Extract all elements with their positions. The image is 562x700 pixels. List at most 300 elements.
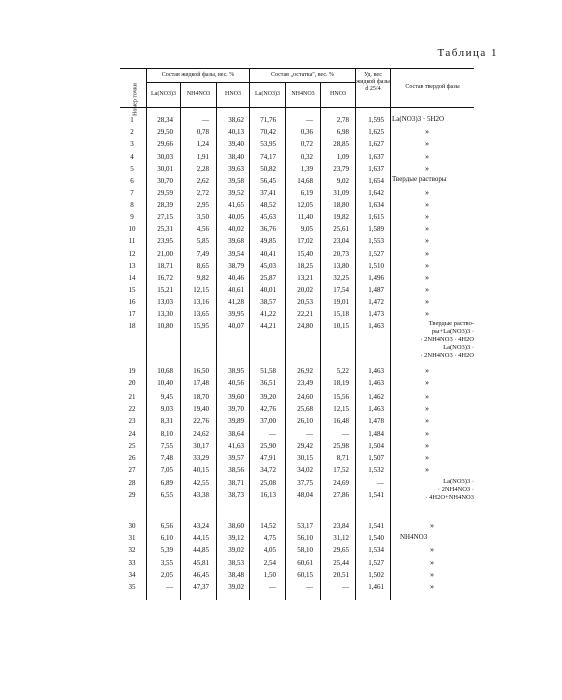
header-liquid-phase: Состав жидкой фазы, вес. % [161,72,235,78]
table-cell: 40,56 [228,379,244,387]
col-rule [146,68,147,600]
table-cell: 38,53 [228,559,244,567]
table-cell: 2,62 [196,177,209,185]
row-number: 16 [128,298,136,306]
row-number: 20 [128,379,136,387]
table-cell: 2,54 [263,559,276,567]
table-cell: 14,68 [297,177,313,185]
table-cell: 1,09 [336,153,349,161]
table-cell: 7,49 [196,250,209,258]
row-number: 35 [128,583,136,591]
table-cell: 1,595 [368,116,384,124]
table-cell: 1,91 [196,153,209,161]
table-cell: 1,541 [368,522,384,530]
ditto-mark: » [425,404,429,413]
table-cell: 31,12 [333,534,349,542]
table-cell: 1,507 [368,454,384,462]
ditto-mark: » [425,236,429,245]
table-cell: 30,17 [193,442,209,450]
table-cell: 20,02 [297,286,313,294]
table-cell: 1,504 [368,442,384,450]
table-cell: 9,05 [300,225,313,233]
row-number: 1 [130,116,134,124]
table-cell: 39,58 [228,177,244,185]
table-cell: 1,463 [368,322,384,330]
table-cell: 4,75 [263,534,276,542]
table-cell: 37,75 [297,479,313,487]
table-cell: 18,25 [297,262,313,270]
header-row-number: Номер точки [132,83,139,116]
row-number: 2 [130,128,134,136]
solid-phase-28 [392,478,474,502]
table-cell: 1,527 [368,250,384,258]
table-cell: 39,40 [228,140,244,148]
table-cell: 39,54 [228,250,244,258]
table-cell: 2,78 [336,116,349,124]
ditto-mark: » [430,521,434,530]
table-cell: 1,553 [368,237,384,245]
table-cell: 1,461 [368,583,384,591]
table-cell: 8,31 [160,417,173,425]
row-number: 17 [128,310,136,318]
table-cell: 17,52 [333,466,349,474]
table-cell: 1,462 [368,393,384,401]
ditto-mark: » [430,558,434,567]
header-mid-rule [146,82,355,83]
solid-phase-18-line: · 2NH4NO3 · 4H2O [420,352,474,359]
solid-phase-18-line: ры+La(NO3)3 · [431,328,474,335]
table-cell: 17,48 [193,379,209,387]
table-cell: 4,05 [263,546,276,554]
table-cell: 13,21 [297,274,313,282]
table-cell: 19,82 [333,213,349,221]
table-cell: 29,50 [157,128,173,136]
table-cell: 39,95 [228,310,244,318]
table-cell: 41,63 [228,442,244,450]
table-cell: 1,463 [368,405,384,413]
header-col-nh4-residue: NH4NO3 [291,91,315,97]
table-cell: 25,31 [157,225,173,233]
table-cell: 39,52 [228,189,244,197]
header-residue: Состав „остатка", вес. % [270,72,334,78]
header-density: Уд. вес жидкой фазы d 25/4 [356,72,390,92]
ditto-mark: » [425,392,429,401]
table-cell: 56,10 [297,534,313,542]
col-rule [390,68,391,600]
table-cell: 2,72 [196,189,209,197]
table-cell: 42,55 [193,479,209,487]
table-cell: 17,54 [333,286,349,294]
row-number: 7 [130,189,134,197]
table-cell: 1,627 [368,140,384,148]
table-cell: 40,01 [260,286,276,294]
table-cell: 7,55 [160,442,173,450]
table-cell: 36,51 [260,379,276,387]
row-number: 32 [128,546,136,554]
table-cell: 13,30 [157,310,173,318]
table-cell: 45,03 [260,262,276,270]
table-cell: 19,01 [333,298,349,306]
table-cell: 31,09 [333,189,349,197]
table-cell: 16,48 [333,417,349,425]
table-cell: 43,38 [193,491,209,499]
table-cell: 1,473 [368,310,384,318]
table-cell: 25,87 [260,274,276,282]
table-cell: — [342,583,349,591]
table-cell: 10,15 [333,322,349,330]
table-cell: 47,91 [260,454,276,462]
table-cell: 40,41 [260,250,276,258]
table-cell: 13,03 [157,298,173,306]
table-cell: 42,76 [260,405,276,413]
table-cell: 39,63 [228,165,244,173]
table-cell: 18,70 [193,393,209,401]
table-cell: 40,61 [228,286,244,294]
table-cell: 12,15 [333,405,349,413]
table-cell: 8,71 [336,454,349,462]
table-cell: 3,55 [160,559,173,567]
table-cell: 27,86 [333,491,349,499]
table-cell: 9,03 [160,405,173,413]
table-cell: 21,00 [157,250,173,258]
table-cell: 24,62 [193,430,209,438]
table-cell: 23,95 [157,237,173,245]
table-cell: 39,68 [228,237,244,245]
solid-phase-18 [392,320,474,360]
ditto-mark: » [430,570,434,579]
row-number: 5 [130,165,134,173]
row-number: 9 [130,213,134,221]
ditto-mark: » [430,582,434,591]
table-cell: 1,589 [368,225,384,233]
table-cell: 22,21 [297,310,313,318]
solid-phase-18-line: La(NO3)3 · [443,344,474,351]
row-number: 4 [130,153,134,161]
table-cell: — [202,116,209,124]
ditto-mark: » [425,309,429,318]
table-cell: 25,08 [260,479,276,487]
table-cell: 27,15 [157,213,173,221]
table-cell: 37,00 [260,417,276,425]
table-cell: 5,22 [336,367,349,375]
table-cell: 0,36 [300,128,313,136]
table-cell: 1,50 [263,571,276,579]
table-cell: 53,17 [297,522,313,530]
table-cell: — [377,479,384,487]
table-cell: 30,01 [157,165,173,173]
table-cell: 6,98 [336,128,349,136]
row-number: 15 [128,286,136,294]
table-cell: 1,487 [368,286,384,294]
table-cell: 23,84 [333,522,349,530]
table-cell: 11,40 [297,213,313,221]
ditto-mark: » [425,465,429,474]
table-cell: 47,37 [193,583,209,591]
table-cell: 38,57 [260,298,276,306]
ditto-mark: » [425,224,429,233]
table-cell: 15,40 [297,250,313,258]
table-cell: 39,60 [228,393,244,401]
ditto-mark: » [425,453,429,462]
table-cell: 10,80 [157,322,173,330]
header-col-la-liquid: La(NO3)3 [151,91,176,97]
table-cell: 19,40 [193,405,209,413]
table-cell: 39,57 [228,454,244,462]
table-cell: 71,76 [260,116,276,124]
table-cell: 39,70 [228,405,244,413]
table-cell: 40,15 [193,466,209,474]
table-cell: 15,56 [333,393,349,401]
table-cell: 26,10 [297,417,313,425]
table-cell: 6,10 [160,534,173,542]
table-caption: Таблица 1 [437,47,498,59]
table-cell: 38,71 [228,479,244,487]
solid-phase-28-line: · 2NH4NO3 · [437,486,474,493]
table-cell: 12,15 [193,286,209,294]
table-cell: 46,45 [193,571,209,579]
row-number: 10 [128,225,136,233]
ditto-mark: » [425,416,429,425]
row-number: 3 [130,140,134,148]
table-cell: 25,90 [260,442,276,450]
table-cell: 39,02 [228,546,244,554]
table-cell: 1,502 [368,571,384,579]
table-cell: 51,58 [260,367,276,375]
row-number: 6 [130,177,134,185]
table-cell: 25,98 [333,442,349,450]
table-cell: 13,16 [193,298,209,306]
table-cell: 13,80 [333,262,349,270]
row-number: 28 [128,479,136,487]
table-cell: 41,22 [260,310,276,318]
table-cell: 18,80 [333,201,349,209]
table-cell: 1,478 [368,417,384,425]
table-cell: 23,04 [333,237,349,245]
row-number: 34 [128,571,136,579]
table-cell: 29,42 [297,442,313,450]
table-cell: 22,76 [193,417,209,425]
ditto-mark: » [425,261,429,270]
table-cell: 5,85 [196,237,209,245]
table-cell: 1,541 [368,491,384,499]
table-cell: 6,19 [300,189,313,197]
table-cell: 3,50 [196,213,209,221]
solid-phase-6: Твердые растворы [392,175,447,183]
row-number: 31 [128,534,136,542]
table-cell: 38,79 [228,262,244,270]
table-cell: 16,72 [157,274,173,282]
solid-phase-31: NH4NO3 [400,533,428,541]
row-number: 25 [128,442,136,450]
table-cell: 39,02 [228,583,244,591]
table-cell: 2,95 [196,201,209,209]
table-cell: 49,85 [260,237,276,245]
table-cell: 15,95 [193,322,209,330]
table-cell: 24,80 [297,322,313,330]
table-cell: 38,64 [228,430,244,438]
table-cell: — [269,430,276,438]
header-solid-phase: Состав твердой фазы [405,84,460,90]
table-cell: 74,17 [260,153,276,161]
table-cell: 43,24 [193,522,209,530]
table-cell: 38,60 [228,522,244,530]
table-cell: 34,72 [260,466,276,474]
row-number: 11 [128,237,136,245]
table-cell: 33,29 [193,454,209,462]
table-cell: 1,534 [368,546,384,554]
table-cell: 40,07 [228,322,244,330]
table-cell: 38,40 [228,153,244,161]
table-cell: 6,56 [160,522,173,530]
table-cell: 20,73 [333,250,349,258]
header-col-la-residue: La(NO3)3 [255,91,280,97]
table-cell: 1,484 [368,430,384,438]
table-cell: 30,03 [157,153,173,161]
table-cell: 1,532 [368,466,384,474]
row-number: 33 [128,559,136,567]
table-cell: 45,63 [260,213,276,221]
solid-phase-28-line: La(NO3)3 · [443,478,474,485]
table-cell: 44,85 [193,546,209,554]
table-cell: 1,24 [196,140,209,148]
table-cell: — [306,583,313,591]
table-cell: 25,68 [297,405,313,413]
ditto-mark: » [425,188,429,197]
table-cell: 29,65 [333,546,349,554]
table-cell: 9,45 [160,393,173,401]
ditto-mark: » [430,545,434,554]
table-cell: 29,59 [157,189,173,197]
table-cell: 40,46 [228,274,244,282]
solid-phase-28-line: · 4H2O+NH4NO3 [425,494,474,501]
table-cell: — [269,583,276,591]
table-cell: 24,69 [333,479,349,487]
table-cell: 12,05 [297,201,313,209]
table-cell: 1,637 [368,153,384,161]
table-cell: 40,05 [228,213,244,221]
table-cell: 7,05 [160,466,173,474]
table-cell: 0,32 [300,153,313,161]
ditto-mark: » [425,164,429,173]
row-number: 30 [128,522,136,530]
table-cell: 1,615 [368,213,384,221]
table-cell: 44,15 [193,534,209,542]
table-cell: 1,637 [368,165,384,173]
solid-phase-18-line: · 2NH4NO3 · 4H2O [420,336,474,343]
table-cell: 8,10 [160,430,173,438]
table-cell: 32,25 [333,274,349,282]
table-cell: 53,95 [260,140,276,148]
table-cell: 45,81 [193,559,209,567]
table-cell: 60,15 [297,571,313,579]
table-cell: 0,72 [300,140,313,148]
table-cell: 38,73 [228,491,244,499]
table-cell: — [306,116,313,124]
table-cell: 23,79 [333,165,349,173]
row-number: 26 [128,454,136,462]
row-number: 21 [128,393,136,401]
header-bottom-rule [120,107,474,108]
table-cell: 70,42 [260,128,276,136]
row-number: 27 [128,466,136,474]
table-cell: 38,48 [228,571,244,579]
table-cell: 30,15 [297,454,313,462]
table-cell: 18,71 [157,262,173,270]
table-cell: 39,20 [260,393,276,401]
table-cell: 38,62 [228,116,244,124]
table-cell: 30,70 [157,177,173,185]
ditto-mark: » [425,429,429,438]
table-cell: 6,89 [160,479,173,487]
table-cell: 1,527 [368,559,384,567]
table-cell: 9,82 [196,274,209,282]
table-cell: 1,496 [368,274,384,282]
table-cell: 1,472 [368,298,384,306]
table-cell: 10,68 [157,367,173,375]
table-cell: 2,28 [196,165,209,173]
table-cell: 2,05 [160,571,173,579]
table-cell: 16,50 [193,367,209,375]
ditto-mark: » [425,139,429,148]
table-cell: 16,13 [260,491,276,499]
table-cell: 1,510 [368,262,384,270]
row-number: 19 [128,367,136,375]
table-cell: 9,02 [336,177,349,185]
row-number: 29 [128,491,136,499]
table-cell: 37,41 [260,189,276,197]
ditto-mark: » [425,285,429,294]
table-cell: 34,02 [297,466,313,474]
table-cell: 10,40 [157,379,173,387]
table-cell: 41,28 [228,298,244,306]
ditto-mark: » [425,378,429,387]
table-cell: 40,02 [228,225,244,233]
table-cell: 20,53 [297,298,313,306]
ditto-mark: » [425,366,429,375]
table-cell: 60,61 [297,559,313,567]
table-cell: 1,463 [368,367,384,375]
table-cell: 48,04 [297,491,313,499]
solid-phase-18-line: Твердые раство- [428,320,474,327]
ditto-mark: » [425,127,429,136]
table-cell: 58,10 [297,546,313,554]
table-cell: 0,78 [196,128,209,136]
table-cell: 48,52 [260,201,276,209]
table-cell: 1,654 [368,177,384,185]
table-cell: 1,463 [368,379,384,387]
table-cell: 50,82 [260,165,276,173]
table-cell: 1,634 [368,201,384,209]
solid-phase-1: La(NO3)3 · 5H2O [392,115,445,123]
table-cell: 41,65 [228,201,244,209]
table-cell: 40,13 [228,128,244,136]
row-number: 8 [130,201,134,209]
row-number: 23 [128,417,136,425]
ditto-mark: » [425,200,429,209]
table-cell: 8,65 [196,262,209,270]
row-number: 24 [128,430,136,438]
table-cell: 25,44 [333,559,349,567]
table-cell: 1,39 [300,165,313,173]
ditto-mark: » [425,249,429,258]
table-cell: 1,540 [368,534,384,542]
header-col-hno3-liquid: HNO3 [225,91,241,97]
table-cell: 39,12 [228,534,244,542]
table-cell: 28,39 [157,201,173,209]
table-cell: — [306,430,313,438]
table-cell: 28,34 [157,116,173,124]
table-cell: 44,21 [260,322,276,330]
